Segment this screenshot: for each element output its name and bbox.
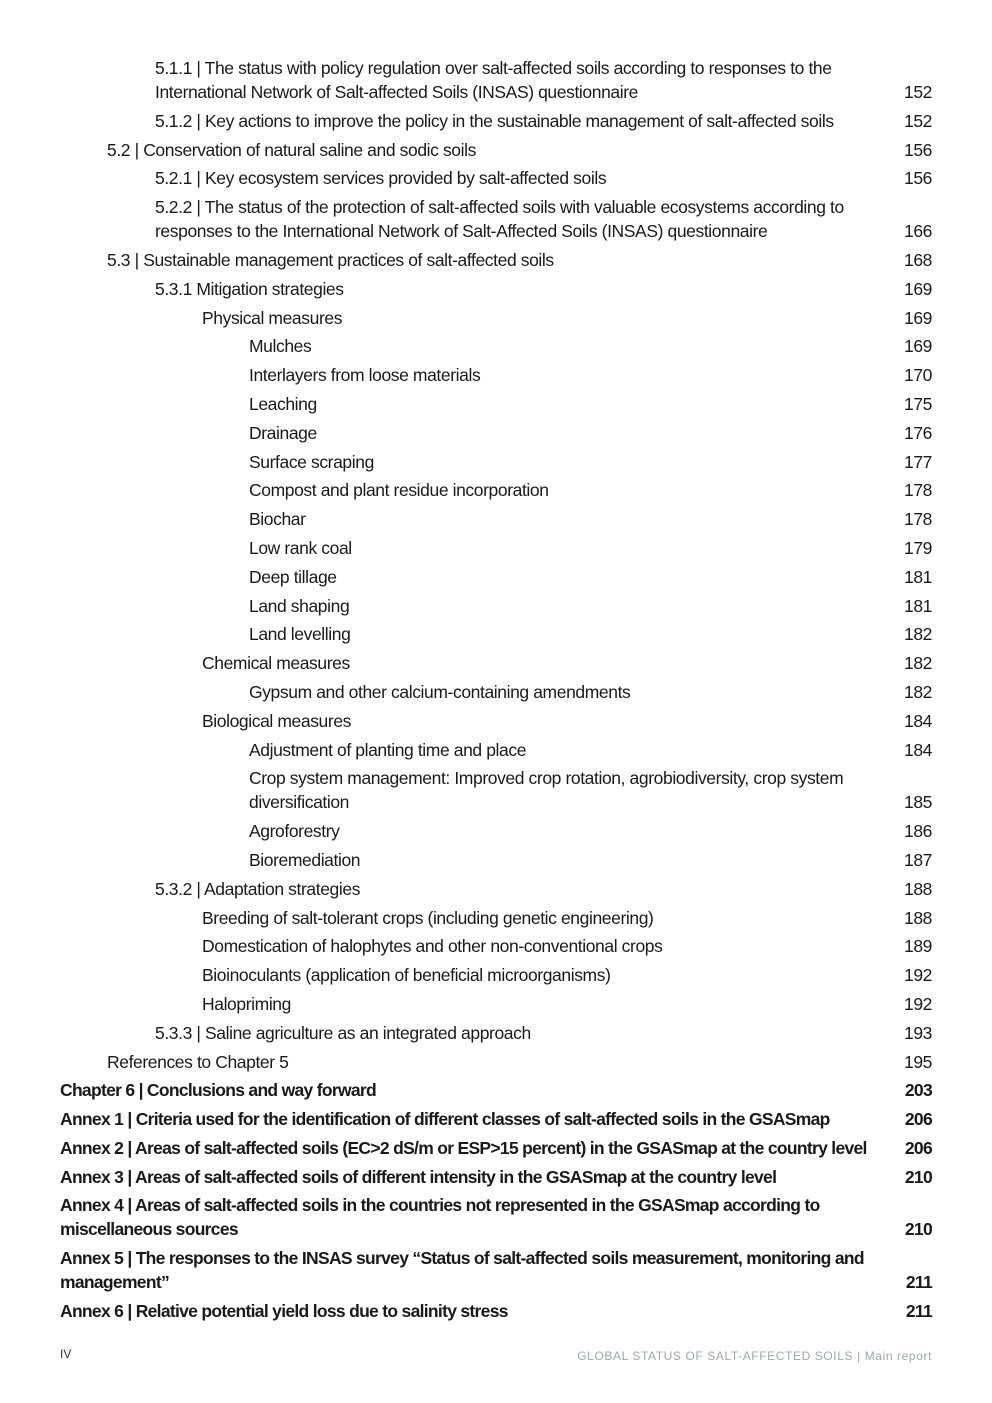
toc-entry-page: 210 [904,1166,932,1187]
page-number: IV [60,1347,72,1361]
toc-entry-page: 170 [904,365,932,386]
toc-entry[interactable] [60,1021,932,1045]
toc-entry-page: 184 [904,739,932,760]
toc-entry-title: Mulches [249,336,312,357]
toc-entry[interactable] [60,1078,932,1102]
toc-entry-title: Compost and plant residue incorporation [249,480,549,501]
toc-entry[interactable] [60,906,932,930]
toc-entry[interactable] [60,450,932,474]
toc-entry-title: Adjustment of planting time and place [249,739,527,760]
toc-entry-page: 175 [904,393,932,414]
toc-entry-title: 5.2 | Conservation of natural saline and sodic soils [107,139,476,160]
toc-entry-page: 195 [904,1051,932,1072]
toc-entry-page: 206 [904,1137,932,1158]
toc-entry-page: 188 [904,878,932,899]
toc-entry[interactable] [60,680,932,704]
toc-entry-page: 168 [904,249,932,270]
toc-entry-page: 192 [904,993,932,1014]
toc-entry-page: 178 [904,480,932,501]
toc-entry-page: 210 [904,1219,932,1240]
toc-entry-page: 185 [904,792,932,813]
toc-entry-page: 182 [904,624,932,645]
toc-entry[interactable] [60,195,932,243]
toc-entry[interactable] [60,1299,932,1323]
toc-entry[interactable] [60,766,932,814]
toc-entry-title: Annex 4 | Areas of salt-affected soils in the countries not represented in the GSASmap according to miscellaneous sources [60,1195,820,1240]
toc-entry[interactable] [60,334,932,358]
toc-entry-page: 156 [904,139,932,160]
toc-entry-page: 211 [905,1301,932,1322]
toc-entry-page: 188 [904,907,932,928]
toc-entry-title: 5.2.1 | Key ecosystem services provided by salt-affected soils [155,168,607,189]
toc-entry[interactable] [60,248,932,272]
toc-entry[interactable] [60,594,932,618]
toc-entry-title: Annex 6 | Relative potential yield loss due to salinity stress [60,1301,508,1322]
toc-entry-page: 193 [904,1022,932,1043]
toc-entry[interactable] [60,478,932,502]
toc-entry[interactable] [60,651,932,675]
toc-entry-page: 211 [905,1272,932,1293]
toc-entry-page: 181 [904,566,932,587]
toc-entry-page: 166 [904,221,932,242]
toc-entry[interactable] [60,992,932,1016]
toc-entry[interactable] [60,1136,932,1160]
toc-entry-page: 152 [904,110,932,131]
toc-entry-title: Land shaping [249,595,350,616]
toc-entry[interactable] [60,109,932,133]
toc-entry-title: 5.1.1 | The status with policy regulation over salt-affected soils according to responses to the International Network of Salt-affected Soils (INSAS) questionnaire [155,58,832,102]
toc-entry-title: 5.3.1 Mitigation strategies [155,278,344,299]
toc-entry-title: Drainage [249,422,317,443]
toc-entry-title: Gypsum and other calcium-containing amendments [249,681,631,702]
toc-entry-title: Land levelling [249,624,351,645]
toc-entry-page: 169 [904,278,932,299]
toc-entry-title: Domestication of halophytes and other non-conventional crops [202,936,663,957]
toc-entry-title: Crop system management: Improved crop rotation, agrobiodiversity, crop system diversification [249,768,844,813]
toc-entry-page: 156 [904,168,932,189]
toc-entry-title: 5.3.3 | Saline agriculture as an integrated approach [155,1022,531,1043]
toc-entry[interactable] [60,1246,932,1294]
toc-entry[interactable] [60,1165,932,1189]
toc-entry[interactable] [60,565,932,589]
toc-entry-title: Low rank coal [249,537,352,558]
toc-entry-title: 5.3.2 | Adaptation strategies [155,878,361,899]
toc-entry-page: 176 [904,422,932,443]
toc-entry[interactable] [60,421,932,445]
toc-entry[interactable] [60,848,932,872]
toc-entry-title: Annex 1 | Criteria used for the identification of different classes of salt-affected soils in the GSASmap [60,1109,830,1130]
toc-entry[interactable] [60,277,932,301]
toc-entry-title: Breeding of salt-tolerant crops (including genetic engineering) [202,907,654,928]
toc-entry-page: 152 [904,82,932,102]
toc-entry-title: Annex 3 | Areas of salt-affected soils of different intensity in the GSASmap at the country level [60,1166,777,1187]
running-title: GLOBAL STATUS OF SALT-AFFECTED SOILS | Main report [577,1349,932,1363]
toc-entry-page: 206 [904,1109,932,1130]
toc-entry-title: Annex 5 | The responses to the INSAS survey “Status of salt-affected soils measurement, monitoring and management” [60,1248,864,1293]
toc-entry[interactable] [60,877,932,901]
toc-entry-page: 184 [904,710,932,731]
toc-entry-page: 181 [904,595,932,616]
toc-entry[interactable] [60,819,932,843]
toc-entry[interactable] [60,507,932,531]
toc-entry[interactable] [60,738,932,762]
toc-entry[interactable] [60,363,932,387]
toc-entry-page: 192 [904,965,932,986]
toc-entry-title: Chemical measures [202,653,350,674]
table-of-contents [60,56,932,1328]
toc-entry-page: 186 [904,821,932,842]
toc-entry-page: 189 [904,936,932,957]
toc-entry-title: Interlayers from loose materials [249,365,481,386]
toc-entry-title: Halopriming [202,993,291,1014]
toc-entry[interactable] [60,306,932,330]
toc-entry-page: 178 [904,509,932,530]
toc-entry[interactable] [60,709,932,733]
toc-entry-title: Biological measures [202,710,352,731]
toc-entry-title: 5.3 | Sustainable management practices of salt-affected soils [107,249,554,270]
toc-entry-title: Annex 2 | Areas of salt-affected soils (EC>2 dS/m or ESP>15 percent) in the GSASmap at the country level [60,1137,867,1158]
toc-entry-title: Surface scraping [249,451,374,472]
toc-entry-page: 177 [904,451,932,472]
toc-entry-title: Deep tillage [249,566,337,587]
toc-entry[interactable] [60,166,932,190]
toc-entry-page: 182 [904,681,932,702]
toc-entry-title: Chapter 6 | Conclusions and way forward [60,1080,376,1101]
toc-entry[interactable] [60,934,932,958]
toc-entry[interactable] [60,1050,932,1074]
toc-entry-page: 179 [904,537,932,558]
toc-entry-title: 5.2.2 | The status of the protection of salt-affected soils with valuable ecosystems according to responses to the International Network of Salt-Affected Soils (INSAS) questionnaire [155,197,844,242]
toc-entry-title: Leaching [249,393,317,414]
toc-entry[interactable] [60,1107,932,1131]
toc-entry-title: Agroforestry [249,821,340,842]
toc-entry[interactable] [60,392,932,416]
toc-entry-title: Bioremediation [249,849,361,870]
toc-entry[interactable] [60,536,932,560]
toc-entry-page: 187 [904,849,932,870]
toc-entry[interactable] [60,622,932,646]
toc-entry-title: References to Chapter 5 [107,1051,289,1072]
toc-entry[interactable] [60,138,932,162]
toc-entry-page: 182 [904,653,932,674]
toc-entry-title: Bioinoculants (application of beneficial microorganisms) [202,965,611,986]
toc-entry-page: 169 [904,307,932,328]
toc-entry[interactable] [60,1193,932,1241]
toc-entry-page: 169 [904,336,932,357]
toc-entry-title: Biochar [249,509,306,530]
toc-entry-title: 5.1.2 | Key actions to improve the policy in the sustainable management of salt-affected soils [155,110,834,131]
toc-entry-page: 203 [904,1080,932,1101]
toc-entry-title: Physical measures [202,307,343,328]
toc-entry[interactable] [60,963,932,987]
toc-entry[interactable] [60,56,932,104]
